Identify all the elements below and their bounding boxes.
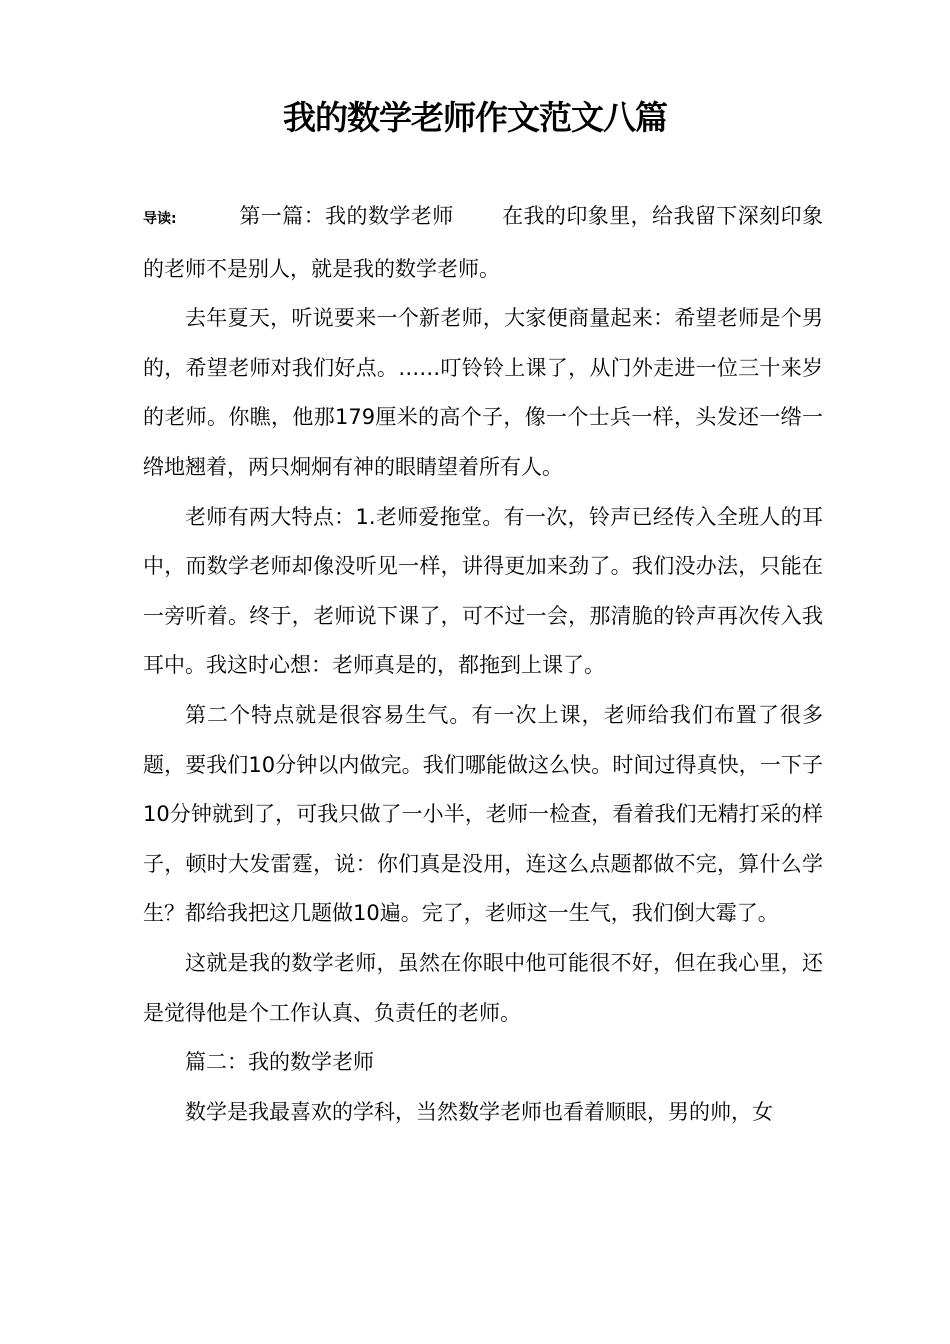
- paragraph: 这就是我的数学老师，虽然在你眼中他可能很不好，但在我心里，还是觉得他是个工作认真、负责任的老师。: [143, 950, 823, 1025]
- section-heading: 篇二：我的数学老师: [185, 1050, 374, 1075]
- paragraph: 去年夏天，听说要来一个新老师，大家便商量起来：希望老师是个男的，希望老师对我们好点。……叮铃铃上课了，从门外走进一位三十来岁的老师。你瞧，他那179厘米的高个子，像一个士兵一样，头发还一绺一绺地翘着，两只炯炯有神的眼睛望着所有人。: [143, 306, 823, 479]
- document-body: [143, 192, 823, 1137]
- paragraph: 数学是我最喜欢的学科，当然数学老师也看着顺眼，男的帅，女: [185, 1099, 773, 1124]
- document-title: 我的数学老师作文范文八篇: [283, 98, 667, 137]
- intro-paragraph: [143, 192, 823, 294]
- intro-label: 导读:: [143, 211, 177, 227]
- intro-heading: 第一篇：我的数学老师: [239, 204, 454, 228]
- paragraph: 第二个特点就是很容易生气。有一次上课，老师给我们布置了很多题，要我们10分钟以内做完。我们哪能做这么快。时间过得真快，一下子10分钟就到了，可我只做了一小半，老师一检查，看着我们无精打采的样子，顿时大发雷霆，说：你们真是没用，连这么点题都做不完，算什么学生？都给我把这几题做10遍。完了，老师这一生气，我们倒大霉了。: [143, 702, 823, 926]
- intro-text: 在我的印象里，给我留下深刻印象的老师不是别人，就是我的数学老师。: [143, 204, 824, 281]
- paragraph: 老师有两大特点：1.老师爱拖堂。有一次，铃声已经传入全班人的耳中，而数学老师却像没听见一样，讲得更加来劲了。我们没办法，只能在一旁听着。终于，老师说下课了，可不过一会，那清脆的铃声再次传入我耳中。我这时心想：老师真是的，都拖到上课了。: [143, 504, 823, 678]
